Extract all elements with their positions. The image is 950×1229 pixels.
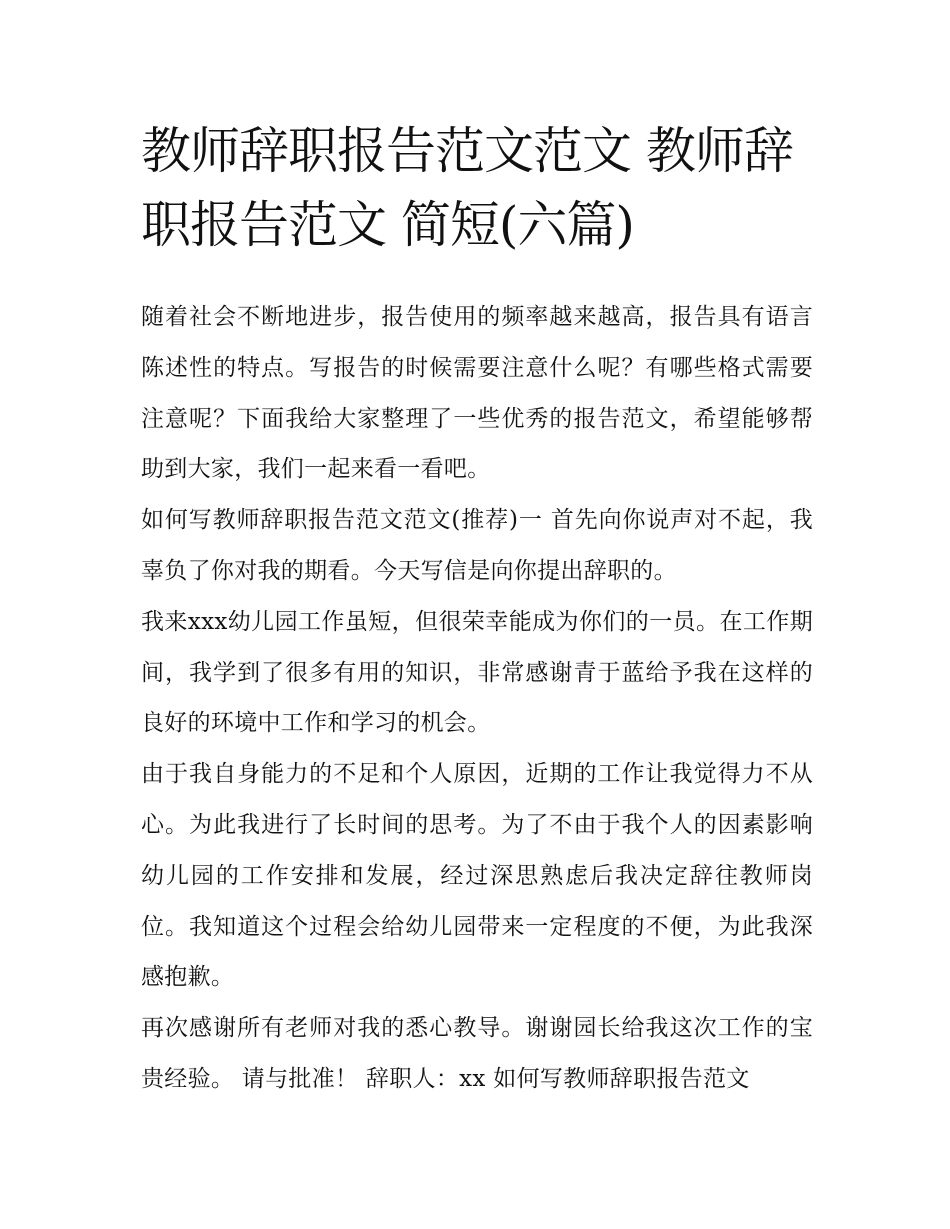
document-title: 教师辞职报告范文范文 教师辞职报告范文 简短(六篇) [141,122,793,254]
body-paragraph-closing: 再次感谢所有老师对我的悉心教导。谢谢园长给我这次工作的宝贵经验。 请与批准！ 辞职人：xx 如何写教师辞职报告范文 [141,1015,813,1092]
body-paragraph-apology: 如何写教师辞职报告范文范文(推荐)一 首先向你说声对不起，我辜负了你对我的期看。今天写信是向你提出辞职的。 [141,507,813,584]
document-body [141,114,813,1105]
body-paragraph-gratitude: 我来xxx幼儿园工作虽短，但很荣幸能成为你们的一员。在工作期间，我学到了很多有用的知识，非常感谢青于蓝给予我在这样的良好的环境中工作和学习的机会。 [141,608,813,737]
intro-paragraph: 随着社会不断地进步，报告使用的频率越来越高，报告具有语言陈述性的特点。写报告的时候需要注意什么呢？有哪些格式需要注意呢？下面我给大家整理了一些优秀的报告范文，希望能够帮助到大家，我们一起来看一看吧。 [141,304,813,483]
document-paragraphs [141,292,813,1105]
body-paragraph-reason: 由于我自身能力的不足和个人原因，近期的工作让我觉得力不从心。为此我进行了长时间的思考。为了不由于我个人的因素影响幼儿园的工作安排和发展，经过深思熟虑后我决定辞往教师岗位。我知道这个过程会给幼儿园带来一定程度的不便，为此我深感抱歉。 [141,761,813,991]
